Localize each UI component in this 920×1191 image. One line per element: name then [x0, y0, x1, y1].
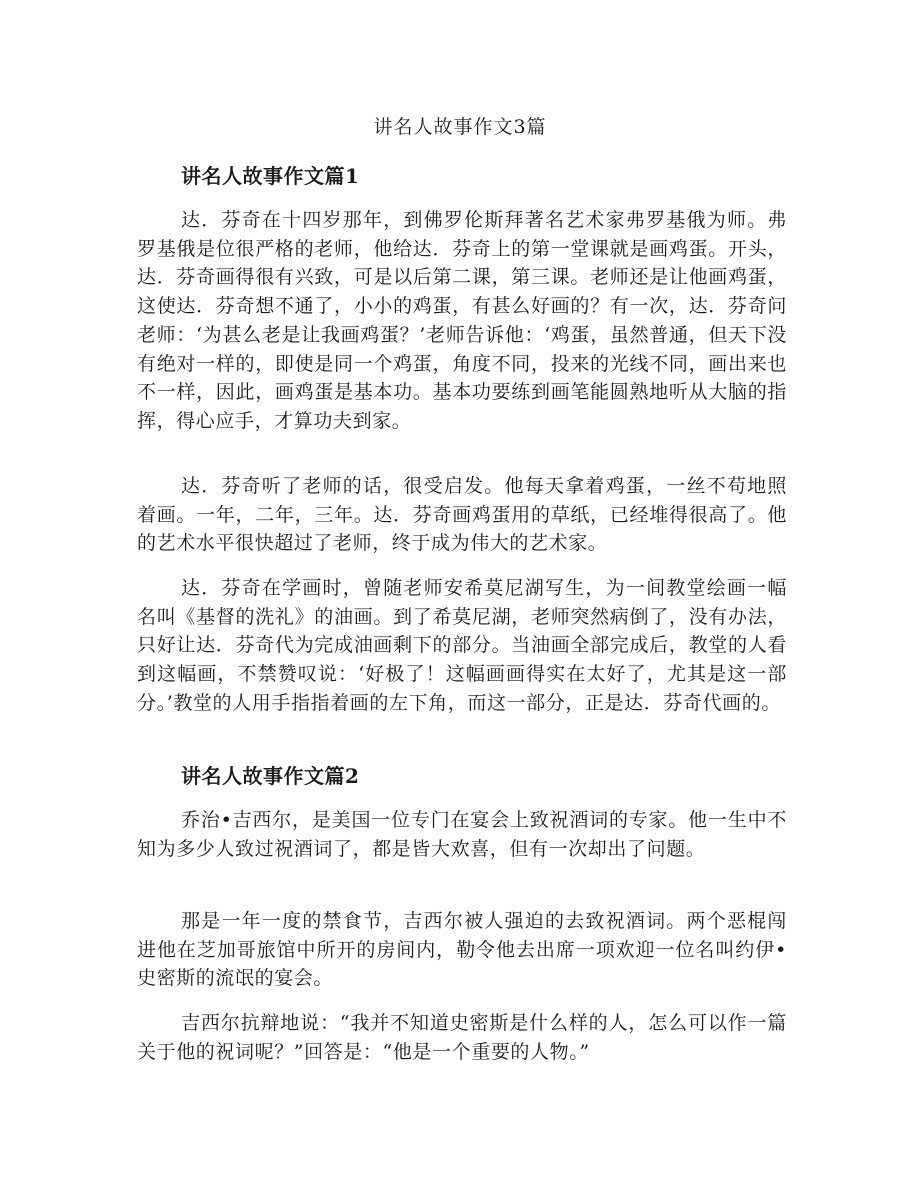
paragraph: 吉西尔抗辩地说：“我并不知道史密斯是什么样的人，怎么可以作一篇关于他的祝词呢？”回答是：“他是一个重要的人物。”: [137, 1012, 787, 1063]
section-heading-2: 讲名人故事作文篇2: [181, 764, 360, 788]
paragraph: 乔治•吉西尔，是美国一位专门在宴会上致祝酒词的专家。他一生中不知为多少人致过祝酒词了，都是皆大欢喜，但有一次却出了问题。: [137, 809, 787, 860]
document-title: 讲名人故事作文3篇: [373, 116, 547, 138]
paragraph: 达．芬奇听了老师的话，很受启发。他每天拿着鸡蛋，一丝不苟地照着画。一年，二年，三年。达．芬奇画鸡蛋用的草纸，已经堆得很高了。他的艺术水平很快超过了老师，终于成为伟大的艺术家。: [137, 475, 787, 555]
paragraph: 达．芬奇在学画时，曾随老师安希莫尼湖写生，为一间教堂绘画一幅名叫《基督的洗礼》的油画。到了希莫尼湖，老师突然病倒了，没有办法，只好让达．芬奇代为完成油画剩下的部分。当油画全部完成后，教堂的人看到这幅画，不禁赞叹说：‘好极了！这幅画画得实在太好了，尤其是这一部分。’教堂的人用手指指着画的左下角，而这一部分，正是达．芬奇代画的。: [137, 577, 787, 714]
paragraph: 那是一年一度的禁食节，吉西尔被人强迫的去致祝酒词。两个恶棍闯进他在芝加哥旅馆中所开的房间内，勒令他去出席一项欢迎一位名叫约伊•史密斯的流氓的宴会。: [137, 910, 787, 990]
section-heading-1: 讲名人故事作文篇1: [181, 164, 360, 188]
paragraph: 达．芬奇在十四岁那年，到佛罗伦斯拜著名艺术家弗罗基俄为师。弗罗基俄是位很严格的老师，他给达．芬奇上的第一堂课就是画鸡蛋。开头，达．芬奇画得很有兴致，可是以后第二课，第三课。老师还是让他画鸡蛋，这使达．芬奇想不通了，小小的鸡蛋，有甚么好画的？有一次，达．芬奇问老师：‘为甚么老是让我画鸡蛋？’老师告诉他：‘鸡蛋，虽然普通，但天下没有绝对一样的，即使是同一个鸡蛋，角度不同，投来的光线不同，画出来也不一样，因此，画鸡蛋是基本功。基本功要练到画笔能圆熟地听从大脑的指挥，得心应手，才算功夫到家。: [137, 209, 787, 432]
